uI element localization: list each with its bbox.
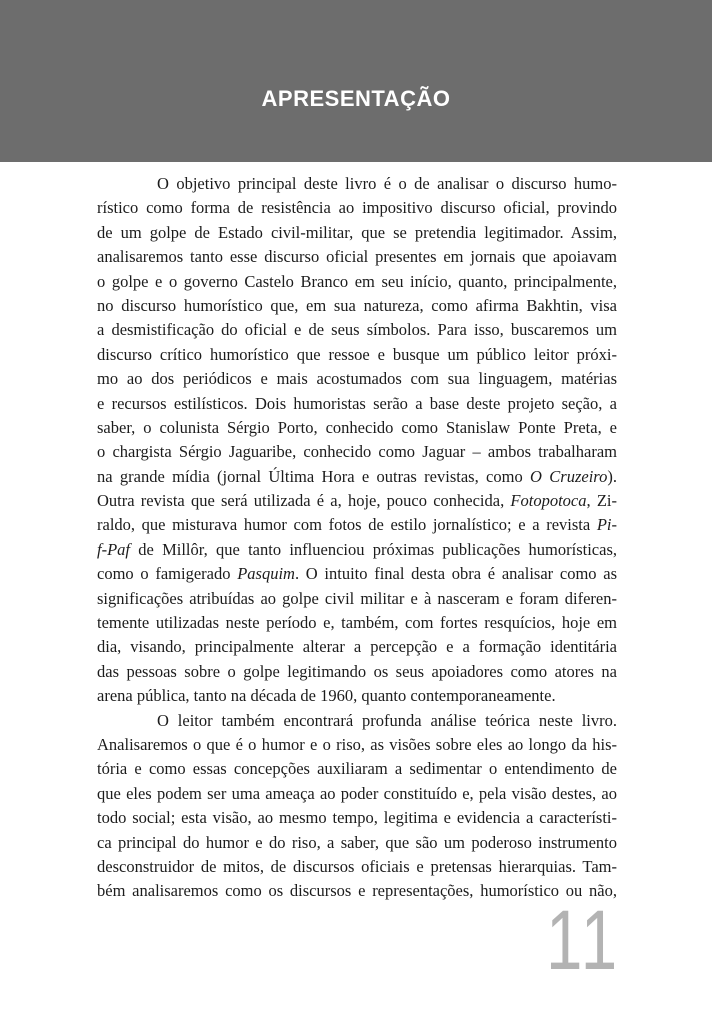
text-line-content: de um golpe de Estado civil-militar, que se pretendia legitimador. Assim, <box>97 222 617 242</box>
italic-title: Fotopotoca <box>510 491 587 511</box>
page-number: 11 <box>546 893 621 987</box>
text-line <box>97 831 617 855</box>
header-band <box>0 0 712 162</box>
text-line <box>97 562 617 586</box>
text-line-content: arena pública, tanto na década de 1960, quanto contemporaneamente. <box>97 686 556 706</box>
text-line <box>97 855 617 879</box>
text-segment: na grande mídia (jornal Última Hora e outras revistas, como <box>97 466 531 486</box>
text-line-content: e recursos estilísticos. Dois humoristas serão a base deste projeto seção, a <box>97 393 617 413</box>
text-line <box>97 513 617 537</box>
text-segment: . O intuito final desta obra é analisar como as <box>294 564 617 584</box>
text-line <box>97 782 617 806</box>
text-line <box>97 343 617 367</box>
text-line <box>97 270 617 294</box>
text-line-content: Analisaremos o que é o humor e o riso, as visões sobre eles ao longo da his- <box>97 734 617 754</box>
text-line-content: tória e como essas concepções auxiliaram a sedimentar o entendimento de <box>97 759 617 779</box>
text-line <box>97 733 617 757</box>
body-text <box>97 172 617 904</box>
text-line-content: ca principal do humor e do riso, a saber, que são um poderoso instrumento <box>97 832 617 852</box>
text-line <box>97 221 617 245</box>
text-line <box>97 392 617 416</box>
text-line <box>97 684 617 708</box>
text-line-content: significações atribuídas ao golpe civil militar e à nasceram e foram diferen- <box>97 588 617 608</box>
text-line-content: discurso crítico humorístico que ressoe e busque um público leitor próxi- <box>97 344 617 364</box>
text-line-content: temente utilizadas neste período e, também, com fortes resquícios, hoje em <box>97 613 617 633</box>
text-line-content: a desmistificação do oficial e de seus símbolos. Para isso, buscaremos um <box>97 320 617 340</box>
text-line-content: desconstruidor de mitos, de discursos oficiais e pretensas hierarquias. Tam- <box>97 856 617 876</box>
text-line <box>97 538 617 562</box>
text-line-content: analisaremos tanto esse discurso oficial presentes em jornais que apoiavam <box>97 247 617 267</box>
text-line-content: que eles podem ser uma ameaça ao poder constituído e, pela visão destes, ao <box>97 783 617 803</box>
text-line <box>97 294 617 318</box>
text-segment: ). <box>607 466 617 486</box>
text-line <box>97 879 617 903</box>
text-line <box>97 709 617 733</box>
text-line <box>97 489 617 513</box>
text-line-content: bém analisaremos como os discursos e representações, humorístico ou não, <box>97 881 617 901</box>
text-line <box>97 660 617 684</box>
chapter-title: APRESENTAÇÃO <box>261 86 451 111</box>
text-line-content: mo ao dos periódicos e mais acostumados com sua linguagem, matérias <box>97 369 617 389</box>
text-segment: Outra revista que será utilizada é a, hoje, pouco conhecida, <box>97 491 511 511</box>
text-segment: raldo, que misturava humor com fotos de estilo jornalístico; e a revista <box>97 515 597 535</box>
text-line <box>97 367 617 391</box>
italic-title: O Cruzeiro <box>530 466 608 486</box>
text-segment: de Millôr, que tanto influenciou próximas publicações humorísticas, <box>130 539 617 559</box>
italic-title: Pi- <box>596 515 617 535</box>
text-line-content: o golpe e o governo Castelo Branco em seu início, quanto, principalmente, <box>97 271 617 291</box>
text-line <box>97 440 617 464</box>
text-line <box>97 245 617 269</box>
text-line <box>97 172 617 196</box>
text-line <box>97 465 617 489</box>
text-line-content: saber, o colunista Sérgio Porto, conhecido como Stanislaw Ponte Preta, e <box>97 417 617 437</box>
text-line-content: rístico como forma de resistência ao impositivo discurso oficial, provindo <box>97 198 617 218</box>
text-line <box>97 318 617 342</box>
text-line-content: o chargista Sérgio Jaguaribe, conhecido como Jaguar – ambos trabalharam <box>97 442 617 462</box>
text-line-content: O objetivo principal deste livro é o de analisar o discurso humo- <box>157 174 617 193</box>
text-line <box>97 611 617 635</box>
text-line <box>97 757 617 781</box>
text-line-content: no discurso humorístico que, em sua natureza, como afirma Bakhtin, visa <box>97 295 617 315</box>
text-segment: como o famigerado <box>97 564 238 584</box>
text-line <box>97 806 617 830</box>
text-line-content: das pessoas sobre o golpe legitimando os seus apoiadores como atores na <box>97 661 617 681</box>
text-line <box>97 587 617 611</box>
italic-title: f-Paf <box>97 539 130 559</box>
text-segment: , Zi- <box>586 491 617 511</box>
text-line <box>97 635 617 659</box>
italic-title: Pasquim <box>237 564 295 584</box>
text-line-content: dia, visando, principalmente alterar a percepção e a formação identitária <box>97 637 617 657</box>
text-line <box>97 416 617 440</box>
text-line-content: todo social; esta visão, ao mesmo tempo, legitima e evidencia a característi- <box>97 808 617 828</box>
text-line <box>97 196 617 220</box>
text-line-content: O leitor também encontrará profunda análise teórica neste livro. <box>157 710 617 730</box>
